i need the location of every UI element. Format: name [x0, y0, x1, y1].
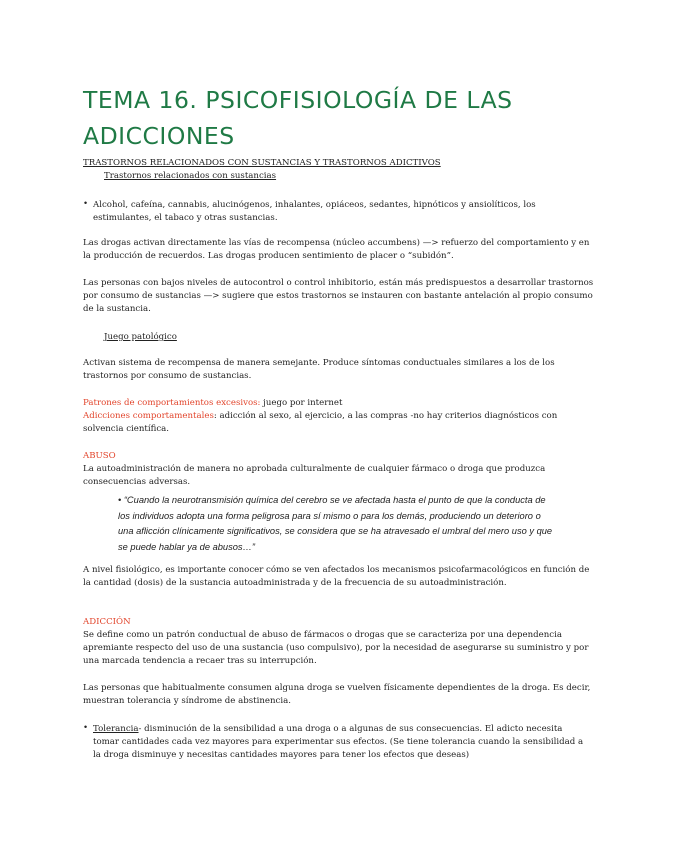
adicciones-label: Adicciones comportamentales	[83, 411, 214, 421]
bullet-substances: Alcohol, cafeína, cannabis, alucinógenos, inhalantes, opiáceos, sedantes, hipnóticos y ansiolíticos, los estimulantes, el tabaco y otras sustancias.	[93, 200, 536, 224]
paragraph-juego: Activan sistema de recompensa de manera semejante. Produce síntomas conductuales similares a los de los trastornos por consumo de sustancias.	[83, 358, 555, 382]
section-heading: TRASTORNOS RELACIONADOS CON SUSTANCIAS Y TRASTORNOS ADICTIVOS	[83, 158, 441, 168]
paragraph-patrones	[83, 397, 598, 410]
adicciones-text: : adicción al sexo, al ejercicio, a las compras -no hay criterios diagnósticos con solvencia científica.	[83, 411, 558, 435]
adiccion-heading: ADICCIÓN	[83, 617, 131, 627]
paragraph-autocontrol: Las personas con bajos niveles de autocontrol o control inhibitorio, están más predispuestos a desarrollar trastornos por consumo de sustancias —> sugiere que estos trastornos se instauren con bastante antelación al propio consumo de la sustancia.	[83, 278, 594, 315]
bullet-marker: •	[83, 199, 89, 209]
paragraph-fisiologico: A nivel fisiológico, es importante conocer cómo se ven afectados los mecanismos psicofarmacológicos en función de la cantidad (dosis) de la sustancia autoadministrada y de la frecuencia de su autoadministración.	[83, 565, 590, 589]
paragraph-drogas: Las drogas activan directamente las vías de recompensa (núcleo accumbens) —> refuerzo del comportamiento y en la producción de recuerdos. Las drogas producen sentimiento de placer o “subidón”.	[83, 238, 590, 262]
subsection-heading-juego: Juego patológico	[104, 332, 177, 342]
page-title: TEMA 16. PSICOFISIOLOGÍA DE LAS ADICCIONES	[83, 86, 513, 150]
subsection-heading-sustancias: Trastornos relacionados con sustancias	[104, 171, 277, 181]
paragraph-adicciones-comportamentales	[83, 410, 598, 436]
tolerancia-text: - disminución de la sensibilidad a una droga o a algunas de sus consecuencias. El adicto necesita tomar cantidades cada vez mayores para experimentar sus efectos. (Se tiene tolerancia cuando la sensibilidad a la droga disminuye y necesitas cantidades mayores para tener los efectos que deseas)	[93, 724, 584, 761]
abuso-definition: La autoadministración de manera no aprobada culturalmente de cualquier fármaco o droga que produzca consecuencias adversas.	[83, 464, 546, 488]
patrones-label: Patrones de comportamientos excesivos:	[83, 398, 261, 408]
tolerancia-label: Tolerancia	[93, 724, 139, 734]
adiccion-definition: Se define como un patrón conductual de abuso de fármacos o drogas que se caracteriza por una dependencia apremiante respecto del uso de una sustancia (uso compulsivo), por la necesidad de asegurarse su suministro y por una marcada tendencia a recaer tras su interrupción.	[83, 630, 589, 667]
paragraph-dependencia: Las personas que habitualmente consumen alguna droga se vuelven físicamente dependientes de la droga. Es decir, muestran tolerancia y síndrome de abstinencia.	[83, 683, 591, 707]
bullet-tolerancia	[93, 723, 591, 763]
abuso-heading: ABUSO	[83, 451, 116, 461]
patrones-text: juego por internet	[260, 398, 343, 408]
bullet-marker: •	[83, 723, 89, 733]
quote-block: • “Cuando la neurotransmisión química del cerebro se ve afectada hasta el punto de que la conducta de los individuos adopta una forma peligrosa para sí mismo o para los demás, produciendo un deterioro o una aflicción clínicamente significativos, se considera que se ha atravesado el umbral del mero uso y que se puede hablar ya de abusos…”	[118, 495, 553, 552]
